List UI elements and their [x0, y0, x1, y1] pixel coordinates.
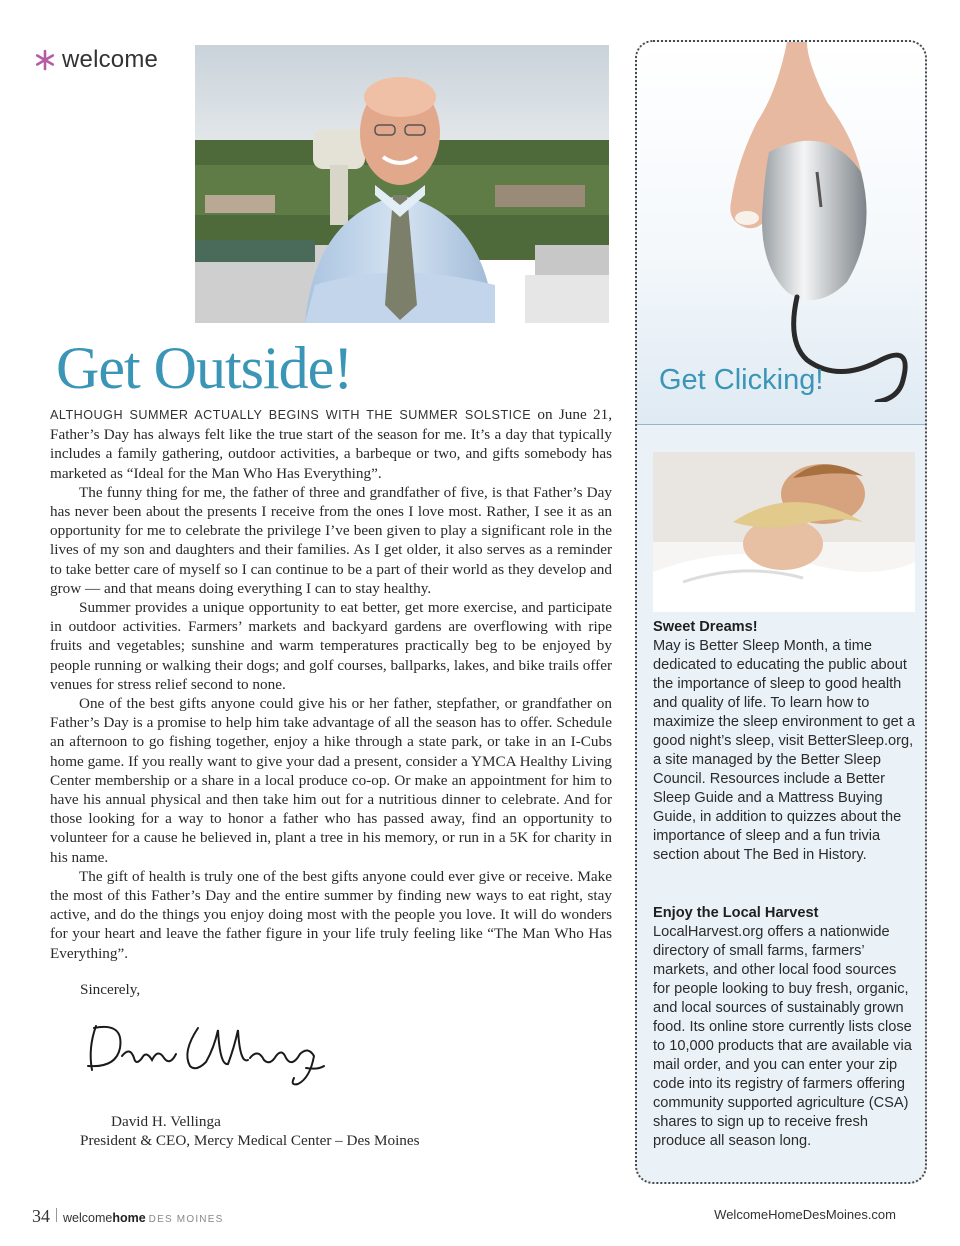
brand-city: DES MOINES: [148, 1214, 224, 1225]
sidebar-panel: [635, 40, 927, 1184]
website-url: WelcomeHomeDesMoines.com: [714, 1207, 896, 1222]
page-number: 34: [32, 1206, 50, 1226]
article-lead: ALTHOUGH SUMMER ACTUALLY BEGINS WITH THE SUMMER SOLSTICE: [50, 408, 532, 422]
brand-home: home: [112, 1211, 146, 1225]
promo-panel: [637, 42, 925, 425]
section-label: welcome: [62, 46, 159, 73]
article-body: [50, 405, 612, 963]
signer-name: David H. Vellinga: [111, 1113, 221, 1130]
paragraph-text: on June 21, Father’s Day has always felt like the true start of the season for me. It’s a day that typically includes a family gathering, outdoor activities, a barbeque or two, and gifts somebody has marketed as “Ideal for the Man Who Has Everything”.: [50, 406, 613, 482]
closing-line: Sincerely,: [80, 981, 141, 998]
article-paragraph: The gift of health is truly one of the best gifts anyone could ever give or receive. Make the most of this Father’s Day and the entire summer by finding new ways to eat right, stay active, and do the things you enjoy doing most with the people you love. It will do wonders for your heart and leave the father figure in your life truly feeling like “The Man Who Has Everything”.: [50, 867, 612, 962]
portrait-photo: [195, 45, 609, 323]
computer-mouse-illustration: [677, 42, 917, 402]
sidebar-item: [653, 618, 915, 865]
sidebar-item: [653, 904, 915, 1151]
section-tag: [34, 46, 158, 74]
footer-divider: [56, 1208, 57, 1222]
page-footer: [32, 1206, 223, 1227]
publication-brand: [63, 1209, 223, 1227]
signer-title: President & CEO, Mercy Medical Center – Des Moines: [80, 1132, 420, 1149]
sidebar-item-text: May is Better Sleep Month, a time dedicated to educating the public about the importance of sleep to good health and quality of life. To learn how to maximize the sleep environment to get a good night’s sleep, visit BetterSleep.org, a site managed by the Better Sleep Council. Resources include a Better Sleep Guide and a Mattress Buying Guide, in addition to quizzes about the importance of sleep and a fun trivia section about The Bed in History.: [653, 638, 916, 863]
article-paragraph: The funny thing for me, the father of three and grandfather of five, is that Father’s Day has never been about the presents I receive from the ones I love most. Rather, I see it as an opportunity for me to celebrate the privilege I’ve been given to play a significant role in the lives of my son and daughters and their families. As I get older, it also serves as a reminder to take better care of myself so I can continue to be a part of their world as they develop and grow — and that means doing everything I can to stay healthy.: [50, 483, 612, 597]
article-paragraph: Summer provides a unique opportunity to eat better, get more exercise, and participate in outdoor activities. Farmers’ markets and backyard gardens are overflowing with ripe fruits and vegetables; sunshine and warm temperatures practically beg to be enjoyed by people running or walking their dogs; and golf courses, ballparks, lakes, and bike trails offer venues for stress relief second to none.: [50, 599, 612, 693]
sleeping-couple-photo: [653, 452, 915, 612]
sidebar-item-heading: Sweet Dreams!: [653, 619, 758, 635]
handwritten-signature: [78, 1008, 328, 1096]
article-paragraph: One of the best gifts anyone could give his or her father, stepfather, or grandfather on Father’s Day is a promise to help him take advantage of all the season has to offer. Schedule an afternoon to go fishing together, enjoy a hike through a state park, or take in an I-Cubs home game. If you really want to give your dad a present, consider a YMCA Healthy Living Center membership or a share in a local produce co-op. Or make an appointment for him to have his annual physical and then take him out for a nutritious dinner to celebrate. And for those looking for a way to honor a father who has passed away, find an opportunity to volunteer for a cause he believed in, plant a tree in his memory, or run in a 5K for charity in his name.: [50, 695, 612, 866]
promo-title: Get Clicking!: [659, 364, 824, 396]
brand-welcome: welcome: [63, 1211, 113, 1225]
sidebar-item-heading: Enjoy the Local Harvest: [653, 905, 819, 921]
article-title: Get Outside!: [56, 335, 353, 401]
article-paragraph: [50, 405, 612, 483]
sidebar-item-text: LocalHarvest.org offers a nationwide directory of small farms, farmers’ markets, and other local food sources for people looking to buy fresh, organic, and local sources of sustainably grown food. Its online store currently lists close to 10,000 products that are available via mail order, and you can enter your zip code into its registry of farmers offering community supported agriculture (CSA) shares to sign up to receive fresh produce all season long.: [653, 924, 912, 1149]
asterisk-icon: [34, 49, 56, 71]
